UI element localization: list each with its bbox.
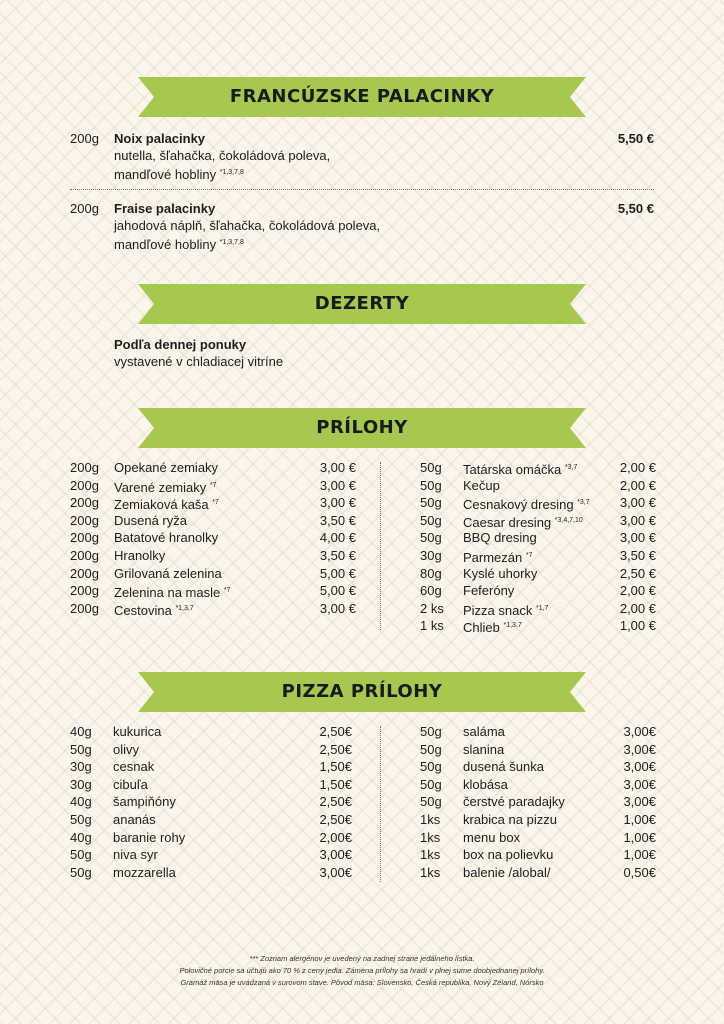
item-price: 3,00€: [623, 741, 656, 757]
list-item: [70, 512, 356, 530]
allergens: *7: [525, 552, 533, 559]
item-weight: 40g: [70, 794, 92, 810]
list-item: [70, 793, 352, 811]
item-weight: 40g: [70, 829, 92, 845]
item-description: vystavené v chladiacej vitríne: [114, 354, 284, 369]
item-weight: 50g: [420, 530, 442, 546]
list-item: [70, 829, 352, 847]
item-weight: 200g: [70, 460, 99, 475]
list-item: [420, 512, 656, 530]
item-price: 3,50 €: [319, 512, 356, 528]
item-weight: 50g: [70, 847, 92, 863]
list-item: [420, 758, 656, 776]
item-weight: 50g: [420, 495, 442, 511]
item-weight: 50g: [70, 864, 92, 880]
allergens: *1,3,7: [175, 604, 194, 612]
item-weight: 200g: [70, 495, 99, 511]
item-name: Grilovaná zelenina: [114, 565, 222, 581]
item-name: Zemiaková kaša $^{*7}$: [114, 497, 219, 513]
item-name: baranie rohy: [113, 829, 186, 845]
divider: [70, 189, 654, 190]
item-weight: 50g: [420, 794, 442, 810]
allergens: *1,7: [536, 604, 549, 612]
item-description: nutella, šľahačka, čokoládová poleva, mandľové hobliny $^{*1,3,7,8}$: [114, 148, 331, 182]
list-item: [420, 600, 656, 618]
item-name: čerstvé paradajky: [463, 794, 565, 810]
item-price: 3,00€: [319, 847, 352, 863]
item-weight: 200g: [70, 583, 99, 599]
list-item: [420, 582, 656, 600]
item-price: 4,00 €: [319, 530, 356, 546]
item-weight: 50g: [70, 741, 92, 757]
item-name: menu box: [463, 829, 521, 845]
item-name: box na polievku: [463, 847, 554, 863]
menu-item: [70, 336, 654, 372]
allergens: *7: [212, 499, 219, 507]
item-weight: 50g: [420, 759, 442, 775]
item-name: niva syr: [113, 847, 158, 863]
list-item: [70, 846, 352, 864]
footer-line: *** Zoznam alergénov je uvedený na zadnej strane jedálneho lístka.: [249, 954, 475, 963]
item-weight: 200g: [70, 201, 99, 216]
item-name: šampiňóny: [113, 794, 176, 810]
item-name: Zelenina na masle $^{*7}$: [114, 585, 231, 601]
item-price: 5,00 €: [319, 565, 356, 581]
allergens: *7: [209, 481, 217, 489]
list-item: [70, 741, 352, 759]
list-item: [70, 547, 356, 565]
item-price: 2,50 €: [619, 565, 656, 581]
list-item: [70, 565, 356, 583]
allergens: *3,7: [577, 499, 590, 507]
list-item: [420, 723, 656, 741]
item-name: slanina: [463, 741, 505, 757]
item-price: 3,50 €: [619, 548, 656, 563]
list-item: [70, 776, 352, 794]
item-name: Fraise palacinky: [114, 201, 216, 216]
item-price: 2,50€: [319, 794, 352, 810]
allergens: *3,7: [564, 464, 578, 471]
item-name: ananás: [113, 812, 156, 827]
list-item: [70, 477, 356, 495]
list-item: [420, 793, 656, 811]
list-item: [420, 494, 656, 512]
menu-item: [70, 200, 654, 252]
allergens: *1,3,7,8: [219, 169, 244, 176]
item-weight: 2 ks: [420, 600, 444, 616]
item-name: Feferóny: [463, 583, 515, 599]
footer-line: Polovičné porcie sa účtujú ako 70 % z ceny jedla. Zámena prílohy sa hradí v plnej sume doobjednanej prílohy.: [179, 966, 545, 975]
item-price: 2,50€: [319, 724, 352, 739]
list-item: [420, 829, 656, 847]
column-divider: [380, 462, 381, 630]
list-item: [420, 776, 656, 794]
item-weight: 50g: [420, 460, 442, 475]
list-item: [70, 723, 352, 741]
item-weight: 1ks: [420, 829, 441, 845]
item-weight: 50g: [420, 741, 442, 757]
list-item: [420, 477, 656, 495]
item-price: 3,00 €: [619, 530, 656, 546]
item-price: 3,00 €: [619, 495, 656, 511]
section-banner-pizza: [138, 672, 586, 712]
item-price: 2,00 €: [619, 600, 656, 616]
item-weight: 1ks: [420, 847, 441, 863]
item-name: krabica na pizzu: [463, 812, 557, 827]
list-item: [420, 617, 656, 635]
footer-line: Gramáž mäsa je uvádzaná v surovom stave. Pôvod mäsa: Slovensko, Česká republika, Nový Zéland, Nórsko: [180, 978, 544, 987]
item-name: Kyslé uhorky: [463, 565, 538, 581]
list-item: [420, 565, 656, 583]
item-weight: 200g: [70, 512, 99, 528]
item-price: 5,50 €: [617, 131, 654, 146]
item-price: 2,00€: [319, 829, 352, 845]
item-weight: 200g: [70, 477, 99, 493]
item-name: cesnak: [113, 759, 155, 775]
item-weight: 1ks: [420, 812, 441, 827]
item-weight: 1ks: [420, 864, 441, 880]
list-item: [70, 758, 352, 776]
item-weight: 30g: [420, 548, 442, 563]
list-item: [70, 600, 356, 618]
item-name: Caesar dresing $^{*3,4,7,10}$: [463, 514, 583, 530]
item-price: 3,50 €: [319, 548, 356, 563]
item-name: dusená šunka: [463, 759, 544, 775]
list-item: [420, 811, 656, 829]
item-name: kukurica: [113, 724, 162, 739]
item-name: Cesnakový dresing $^{*3,7}$: [463, 497, 590, 513]
allergens: *3,4,7,10: [554, 516, 583, 524]
item-price: 3,00€: [319, 864, 352, 880]
item-price: 2,50€: [319, 812, 352, 827]
item-name: olivy: [113, 741, 140, 757]
item-weight: 40g: [70, 724, 92, 739]
item-name: Pizza snack $^{*1,7}$: [463, 602, 549, 618]
item-name: Podľa dennej ponuky: [114, 337, 247, 352]
item-price: 5,50 €: [617, 201, 654, 216]
list-item: [420, 846, 656, 864]
item-name: Noix palacinky: [114, 131, 206, 146]
column-divider: [380, 726, 381, 882]
item-price: 1,00€: [623, 829, 656, 845]
list-item: [70, 459, 356, 477]
section-title: PIZZA PRÍLOHY: [281, 681, 443, 702]
item-price: 1,00€: [623, 812, 656, 827]
section-title: PRÍLOHY: [316, 417, 408, 438]
item-name: cibuľa: [113, 776, 148, 792]
item-price: 1,00 €: [619, 618, 656, 634]
section-title: DEZERTY: [314, 293, 410, 314]
menu-item: [70, 130, 654, 182]
section-title: FRANCÚZSKE PALACINKY: [229, 86, 495, 107]
item-weight: 30g: [70, 776, 92, 792]
list-item: [70, 582, 356, 600]
item-weight: 200g: [70, 565, 99, 581]
item-price: 3,00€: [623, 776, 656, 792]
item-price: 2,00 €: [619, 583, 656, 599]
item-price: 1,50€: [319, 776, 352, 792]
item-weight: 50g: [420, 724, 442, 739]
footer-notes: [0, 953, 724, 989]
item-name: Varené zemiaky $^{*7}$: [114, 479, 217, 495]
item-weight: 50g: [420, 776, 442, 792]
item-weight: 50g: [420, 512, 442, 528]
item-description: jahodová náplň, šľahačka, čokoládová poleva, mandľové hobliny $^{*1,3,7,8}$: [114, 218, 381, 252]
item-price: 3,00€: [623, 794, 656, 810]
list-item: [70, 864, 352, 882]
item-name: balenie /alobal/: [463, 864, 551, 880]
item-price: 2,50€: [319, 741, 352, 757]
allergens: *1,3,7,8: [219, 239, 244, 246]
allergens: *7: [223, 587, 231, 595]
item-price: 3,00€: [623, 759, 656, 775]
item-weight: 200g: [70, 600, 99, 616]
item-price: 5,00 €: [319, 583, 356, 599]
list-item: [70, 494, 356, 512]
item-weight: 80g: [420, 565, 442, 581]
item-name: klobása: [463, 776, 508, 792]
list-item: [70, 529, 356, 547]
item-price: 0,50€: [623, 864, 656, 880]
item-price: 3,00 €: [319, 460, 356, 475]
list-item: [420, 547, 656, 565]
item-weight: 50g: [420, 477, 442, 493]
item-name: Chlieb $^{*1,3,7}$: [463, 620, 522, 636]
item-weight: 200g: [70, 548, 99, 563]
item-weight: 50g: [70, 812, 92, 827]
list-item: [420, 459, 656, 477]
item-price: 1,00€: [623, 847, 656, 863]
item-name: Dusená ryža: [114, 512, 187, 528]
item-name: Cestovina $^{*1,3,7}$: [114, 602, 194, 618]
item-price: 3,00 €: [619, 512, 656, 528]
item-weight: 60g: [420, 583, 442, 599]
item-name: Hranolky: [114, 548, 166, 563]
item-name: mozzarella: [113, 864, 176, 880]
item-price: 2,00 €: [619, 460, 656, 475]
list-item: [420, 864, 656, 882]
item-price: 3,00€: [623, 724, 656, 739]
item-price: 2,00 €: [619, 477, 656, 493]
section-banner-prilohy: [138, 408, 586, 448]
item-name: Parmezán $^{*7}$: [463, 550, 533, 565]
section-banner-palacinky: [138, 77, 586, 117]
list-item: [70, 811, 352, 829]
section-banner-dezerty: [138, 284, 586, 324]
item-weight: 200g: [70, 530, 99, 546]
item-price: 3,00 €: [319, 495, 356, 511]
item-price: 3,00 €: [319, 600, 356, 616]
item-price: 3,00 €: [319, 477, 356, 493]
item-name: BBQ dresing: [463, 530, 537, 546]
item-name: Kečup: [463, 477, 500, 493]
item-price: 1,50€: [319, 759, 352, 775]
item-name: saláma: [463, 724, 505, 739]
item-weight: 200g: [70, 131, 99, 146]
item-weight: 30g: [70, 759, 92, 775]
list-item: [420, 529, 656, 547]
item-name: Batatové hranolky: [114, 530, 219, 546]
item-weight: 1 ks: [420, 618, 444, 634]
list-item: [420, 741, 656, 759]
allergens: *1,3,7: [503, 622, 522, 630]
item-name: Opekané zemiaky: [114, 460, 219, 475]
item-name: Tatárska omáčka $^{*3,7}$: [463, 462, 578, 477]
